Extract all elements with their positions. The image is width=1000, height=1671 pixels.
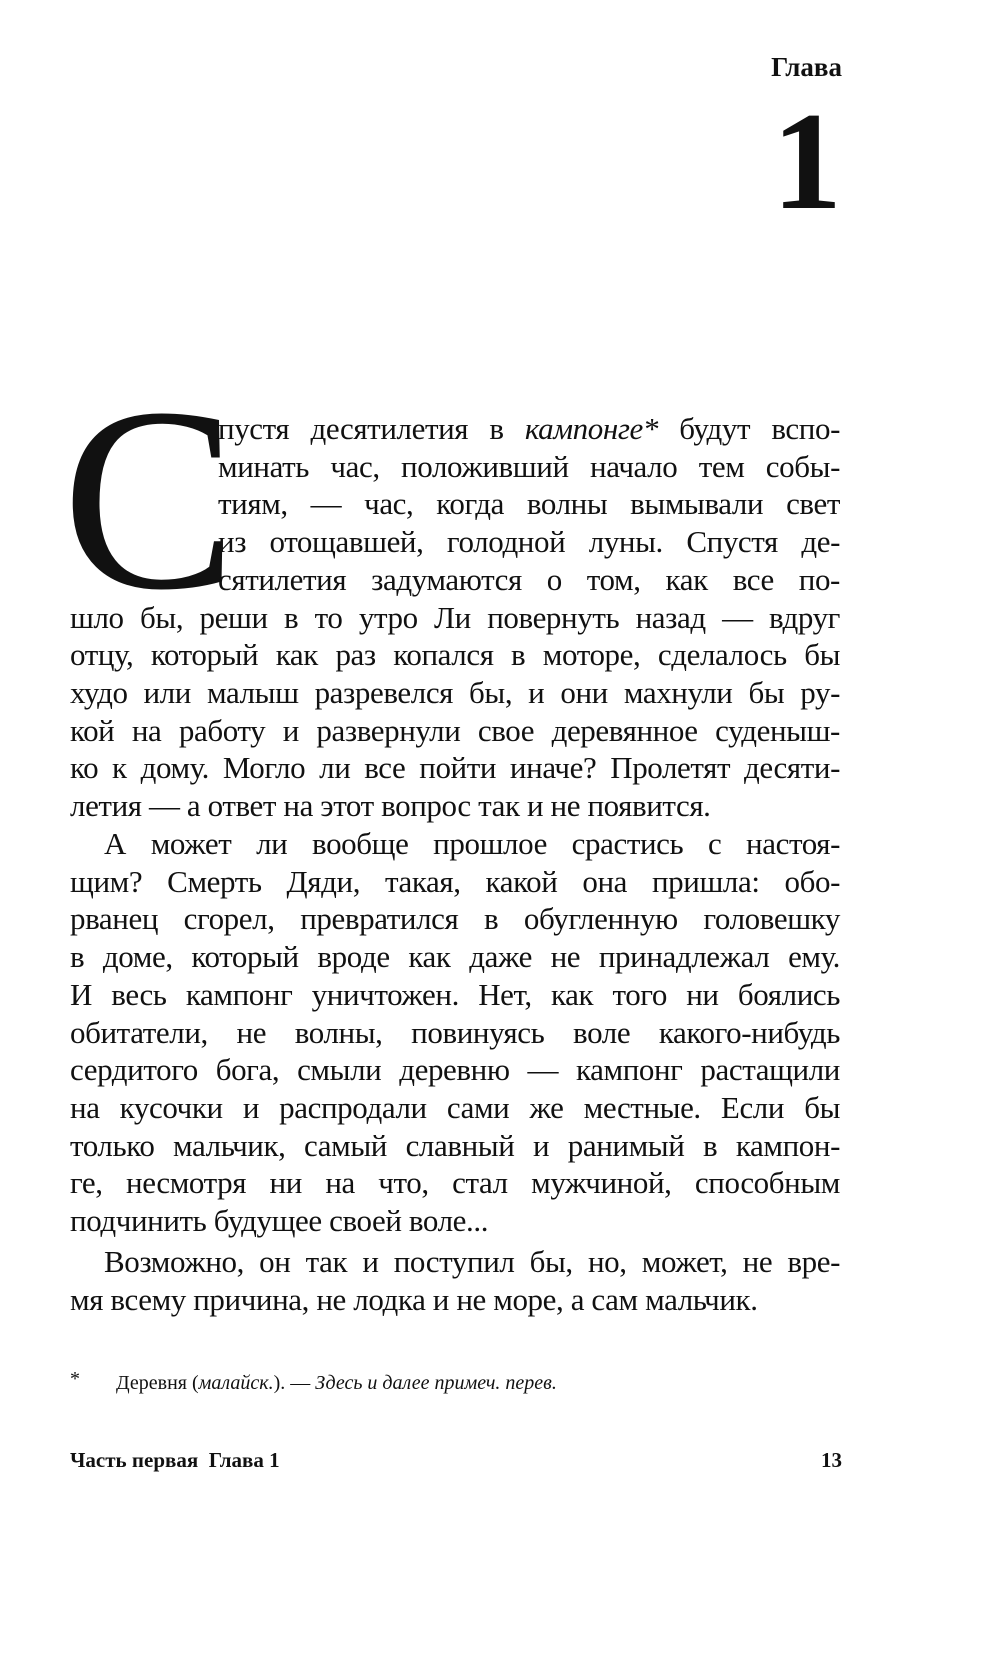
text-line: обитатели, не волны, повинуясь воле какого-нибудь: [70, 1014, 840, 1050]
fn-part: малайск.: [198, 1372, 274, 1394]
page-number: 13: [821, 1448, 842, 1472]
chapter-label: Глава: [771, 52, 842, 82]
footnote-mark: *: [70, 1368, 80, 1390]
text-line: ко к дому. Могло ли все пойти иначе? Пролетят десяти-: [70, 750, 840, 786]
text-line: И весь кампонг уничтожен. Нет, как того ни боялись: [70, 976, 840, 1012]
text-line: минать час, положивший начало тем собы-: [218, 448, 840, 484]
text-line: А может ли вообще прошлое срастись с настоя-: [104, 826, 840, 861]
text-line: из отощавшей, голодной луны. Спустя де-: [218, 524, 840, 560]
fn-part: Здесь и далее примеч. перев.: [315, 1372, 557, 1394]
text-line: тиям, — час, когда волны вымывали свет: [218, 486, 840, 522]
chapter-number: 1: [772, 84, 842, 239]
text-span: пустя десятилетия в: [218, 411, 525, 446]
text-line: на кусочки и распродали сами же местные. Если бы: [70, 1089, 840, 1125]
text-line: летия — а ответ на этот вопрос так и не появится.: [70, 788, 711, 823]
fn-part: ). —: [273, 1372, 316, 1394]
text-line: в доме, который вроде как даже не принадлежал ему.: [70, 939, 840, 975]
text-line: Возможно, он так и поступил бы, но, может, не вре-: [104, 1244, 840, 1279]
fn-part: Деревня (: [116, 1372, 199, 1394]
text-span: будут вспо-: [657, 411, 841, 446]
text-line: отцу, который как раз копался в моторе, сделалось бы: [70, 637, 840, 673]
italic-term: кампонге*: [524, 411, 658, 446]
text-line: ге, несмотря ни на что, стал мужчиной, способным: [70, 1165, 840, 1201]
footnote-text: [116, 1372, 557, 1395]
text-line: мя всему причина, не лодка и не море, а сам мальчик.: [70, 1281, 758, 1317]
text-line: худо или малыш разревелся бы, и они махнули бы ру-: [70, 674, 840, 710]
text-line: сердитого бога, смыли деревню — кампонг растащили: [70, 1052, 840, 1088]
text-line: кой на работу и развернули свое деревянное суденыш-: [70, 712, 840, 748]
text-line: щим? Смерть Дяди, такая, какой она пришла: обо-: [70, 863, 840, 899]
text-line: рванец сгорел, превратился в обугленную головешку: [70, 901, 840, 937]
drop-cap: С: [62, 354, 237, 644]
text-line: [218, 410, 840, 448]
text-line: только мальчик, самый славный и ранимый в кампон-: [70, 1127, 840, 1163]
text-line: шло бы, реши в то утро Ли повернуть назад — вдруг: [70, 599, 840, 635]
text-line: подчинить будущее своей воле...: [70, 1203, 489, 1238]
running-head: Часть первая Глава 1: [70, 1448, 280, 1472]
text-line: сятилетия задумаются о том, как все по-: [218, 561, 840, 597]
